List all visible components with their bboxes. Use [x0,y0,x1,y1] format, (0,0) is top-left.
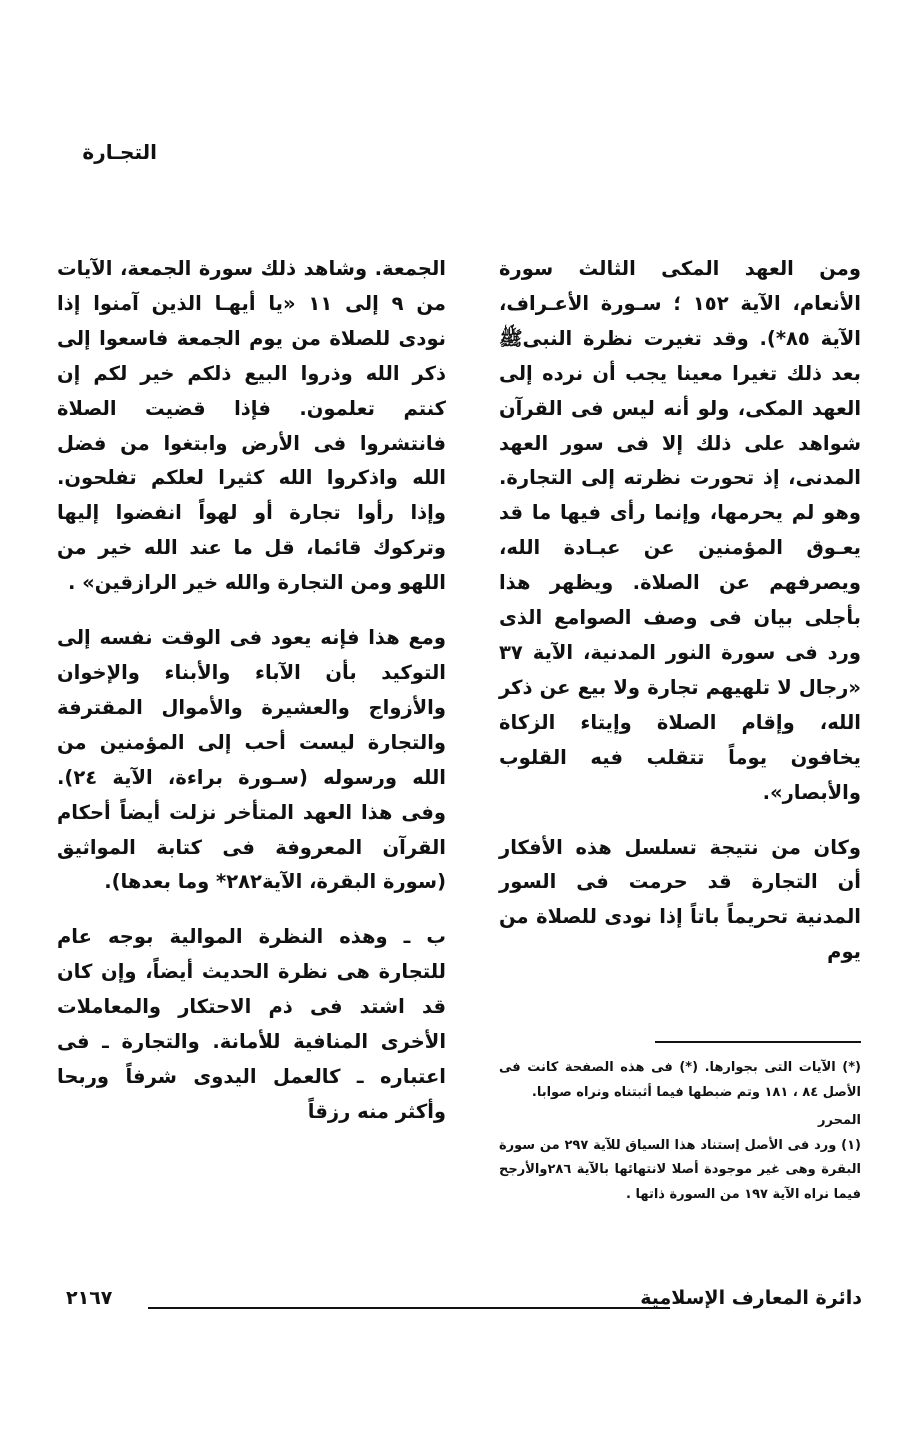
page-footer [66,1287,862,1319]
paragraph: ومن العهد المكى الثالث سورة الأنعام، الآية ١٥٢ ؛ سـورة الأعـراف، الآية ٨٥*). وقد تغيرت نظرة النبىﷺ بعد ذلك تغيرا معينا يجب أن نرده إلى العهد المكى، ولو أنه ليس فى القرآن شواهد على ذلك إلا فى سور العهد المدنى، إذ تحورت نظرته إلى التجارة. وهو لم يحرمها، وإنما رأى فيها ما قد يعـوق المؤمنين عن عبـادة الله، ويصرفهم عن الصلاة. ويظهر هذا بأجلى بيان فى وصف الصوامع الذى ورد فى سورة النور المدنية، الآية ٣٧ «رجال لا تلهيهم تجارة ولا بيع عن ذكر الله، وإقام الصلاة وإيتاء الزكاة يخافون يوماً تتقلب فيه القلوب والأبصار». [499,257,861,804]
footnotes [499,1056,861,1207]
footer-title: دائرة المعارف الإسلامية [640,1287,862,1309]
footer-rule [148,1307,670,1309]
page-number: ٢١٦٧ [66,1287,113,1309]
footnote-one: (١) ورد فى الأصل إستناد هذا السياق للآية ٢٩٧ من سورة البقرة وهى غير موجودة أصلا لانتهائها بالآية ٢٨٦والأرجح فيما نراه الآية ١٩٧ من السورة ذاتها . [499,1137,861,1202]
paragraph: ب ـ وهذه النظرة الموالية بوجه عام للتجارة هى نظرة الحديث أيضاً، وإن كان قد اشتد فى ذم الاحتكار والمعاملات الأخرى المنافية للأمانة. والتجارة ـ فى اعتباره ـ كالعمل اليدوى شرفاً وربحا وأكثر منه رزقاً [57,925,446,1123]
paragraph: الجمعة. وشاهد ذلك سورة الجمعة، الآيات من ٩ إلى ١١ «يا أيهـا الذين آمنوا إذا نودى للصلاة من يوم الجمعة فاسعوا إلى ذكر الله وذروا البيع ذلكم خير لكم إن كنتم تعلمون. فإذا قضيت الصلاة فانتشروا فى الأرض وابتغوا من فضل الله واذكروا الله كثيرا لعلكم تفلحون. وإذا رأوا تجارة أو لهواً انفضوا إليها وتركوك قائما، قل ما عند الله خير من اللهو ومن التجارة والله خير الرازقين» . [57,257,446,595]
footnote-star: (*) الآيات التى بجوارها. (*) فى هذه الصفحة كانت فى الأصل ٨٤ ، ١٨١ وتم ضبطها فيما أثبتناه ونراه صوابا. [499,1060,861,1100]
text-column-right [499,252,861,970]
paragraph: وكان من نتيجة تسلسل هذه الأفكار أن التجارة قد حرمت فى السور المدنية تحريماً باتاً إذا نودى للصلاة من يوم [499,835,861,964]
paragraph: ومع هذا فإنه يعود فى الوقت نفسه إلى التوكيد بأن الآباء والأبناء والإخوان والأزواج والعشيرة والأموال المقترفة والتجارة ليست أحب إلى المؤمنين من الله ورسوله (سـورة براءة، الآية ٢٤). وفى هذا العهد المتأخر نزلت أيضاً أحكام القرآن المعروفة فى كتابة المواثيق (سورة البقرة، الآية٢٨٢* وما بعدها). [57,626,446,894]
running-header: التجـارة [82,140,157,164]
footnote-editor-label: المحرر [818,1113,861,1128]
footnote-divider [655,1041,861,1043]
text-column-left [57,252,446,1130]
